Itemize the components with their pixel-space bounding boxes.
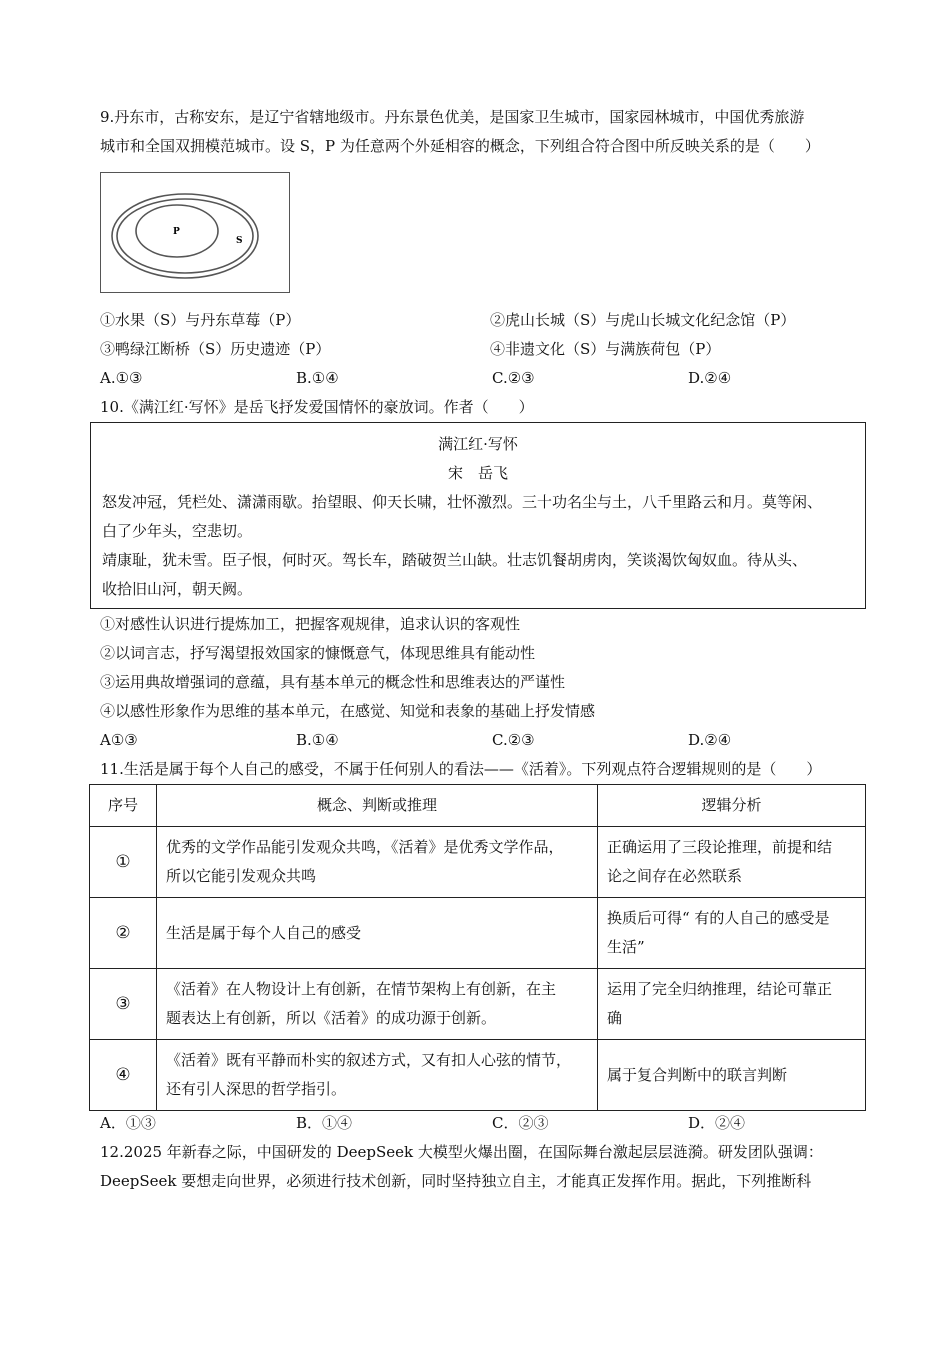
row-number: ② [90,898,157,969]
row-analysis: 属于复合判断中的联言判断 [598,1040,866,1111]
q9-stem-line1: 9.丹东市，古称安东，是辽宁省辖地级市。丹东景色优美，是国家卫生城市，国家园林城市，中国优秀旅游 [100,108,805,126]
q11-logic-table [89,784,866,1111]
q10-option-4: ④以感性形象作为思维的基本单元，在感觉、知觉和表象的基础上抒发情感 [100,702,596,720]
q9-choice-a[interactable]: A.①③ [100,369,143,387]
q10-choice-d[interactable]: D.②④ [688,731,732,749]
row-content: 《活着》既有平静而朴实的叙述方式，又有扣人心弦的情节， 还有引人深思的哲学指引。 [157,1040,598,1111]
row-number: ④ [90,1040,157,1111]
q12-line2: DeepSeek 要想走向世界，必须进行技术创新，同时坚持独立自主，才能真正发挥作用。据此，下列推断科 [100,1172,812,1190]
poem-line: 收拾旧山河，朝天阙。 [102,580,253,598]
q9-stem-line2: 城市和全国双拥模范城市。设 S，P 为任意两个外延相容的概念，下列组合符合图中所反映关系的是（ ） [100,137,820,155]
poem-author: 宋 岳飞 [447,464,508,482]
q10-option-3: ③运用典故增强词的意蕴，具有基本单元的概念性和思维表达的严谨性 [100,673,566,691]
q11-choice-c[interactable]: C．②③ [492,1114,549,1132]
q11-stem: 11.生活是属于每个人自己的感受，不属于任何别人的看法——《活着》。下列观点符合逻辑规则的是（ ） [100,760,822,778]
table-row [90,827,866,898]
header-number: 序号 [90,785,157,827]
label-p: P [173,227,180,237]
q9-options [100,306,870,422]
q10-stem: 10.《满江红·写怀》是岳飞抒发爱国情怀的豪放词。作者（ ） [100,398,534,416]
q11-choice-b[interactable]: B．①④ [296,1114,353,1132]
row-number: ① [90,827,157,898]
row-analysis: 运用了完全归纳推理，结论可靠正 确 [598,969,866,1040]
q9-choice-d[interactable]: D.②④ [688,369,732,387]
q10-choice-a[interactable]: A①③ [100,731,138,749]
q9-option-2: ②虎山长城（S）与虎山长城文化纪念馆（P） [490,311,796,329]
row-analysis: 正确运用了三段论推理，前提和结 论之间存在必然联系 [598,827,866,898]
poem-line: 白了少年头，空悲切。 [102,522,253,540]
q10-poem-box [90,422,866,609]
q12-line1: 12.2025 年新春之际，中国研发的 DeepSeek 大模型火爆出圈，在国际舞台激起层层涟漪。研发团队强调： [100,1143,823,1161]
table-row [90,1040,866,1111]
q10-options [100,610,870,784]
question-9 [100,103,870,161]
q11-choice-a[interactable]: A．①③ [100,1114,156,1132]
poem-line: 靖康耻，犹未雪。臣子恨，何时灭。驾长车，踏破贺兰山缺。壮志饥餐胡虏肉，笑谈渴饮匈奴血。待从头、 [102,551,808,569]
poem-title: 满江红·写怀 [438,435,518,453]
q10-choice-c[interactable]: C.②③ [492,731,535,749]
q9-option-1: ①水果（S）与丹东草莓（P） [100,311,301,329]
poem-line: 怒发冲冠，凭栏处、潇潇雨歇。抬望眼、仰天长啸，壮怀激烈。三十功名尘与土，八千里路云和月。莫等闲、 [102,493,823,511]
table-header-row [90,785,866,827]
row-content: 《活着》在人物设计上有创新，在情节架构上有创新，在主 题表达上有创新，所以《活着》的成功源于创新。 [157,969,598,1040]
q9-venn-diagram [100,172,290,293]
q11-choice-d[interactable]: D．②④ [688,1114,746,1132]
q10-choice-b[interactable]: B.①④ [296,731,339,749]
header-analysis: 逻辑分析 [598,785,866,827]
q9-choice-c[interactable]: C.②③ [492,369,535,387]
header-content: 概念、判断或推理 [157,785,598,827]
q10-option-2: ②以词言志，抒写渴望报效国家的慷慨意气，体现思维具有能动性 [100,644,536,662]
label-s: S [236,236,243,246]
row-analysis: 换质后可得“ 有的人自己的感受是 生活” [598,898,866,969]
q9-choice-b[interactable]: B.①④ [296,369,339,387]
row-content: 优秀的文学作品能引发观众共鸣，《活着》是优秀文学作品， 所以它能引发观众共鸣 [157,827,598,898]
q9-option-4: ④非遗文化（S）与满族荷包（P） [490,340,721,358]
table-row [90,898,866,969]
row-number: ③ [90,969,157,1040]
q9-option-3: ③鸭绿江断桥（S）历史遗迹（P） [100,340,331,358]
q10-option-1: ①对感性认识进行提炼加工，把握客观规律，追求认识的客观性 [100,615,521,633]
row-content: 生活是属于每个人自己的感受 [157,898,598,969]
q11-choices-and-q12 [100,1109,870,1196]
table-row [90,969,866,1040]
venn-svg [101,173,289,292]
